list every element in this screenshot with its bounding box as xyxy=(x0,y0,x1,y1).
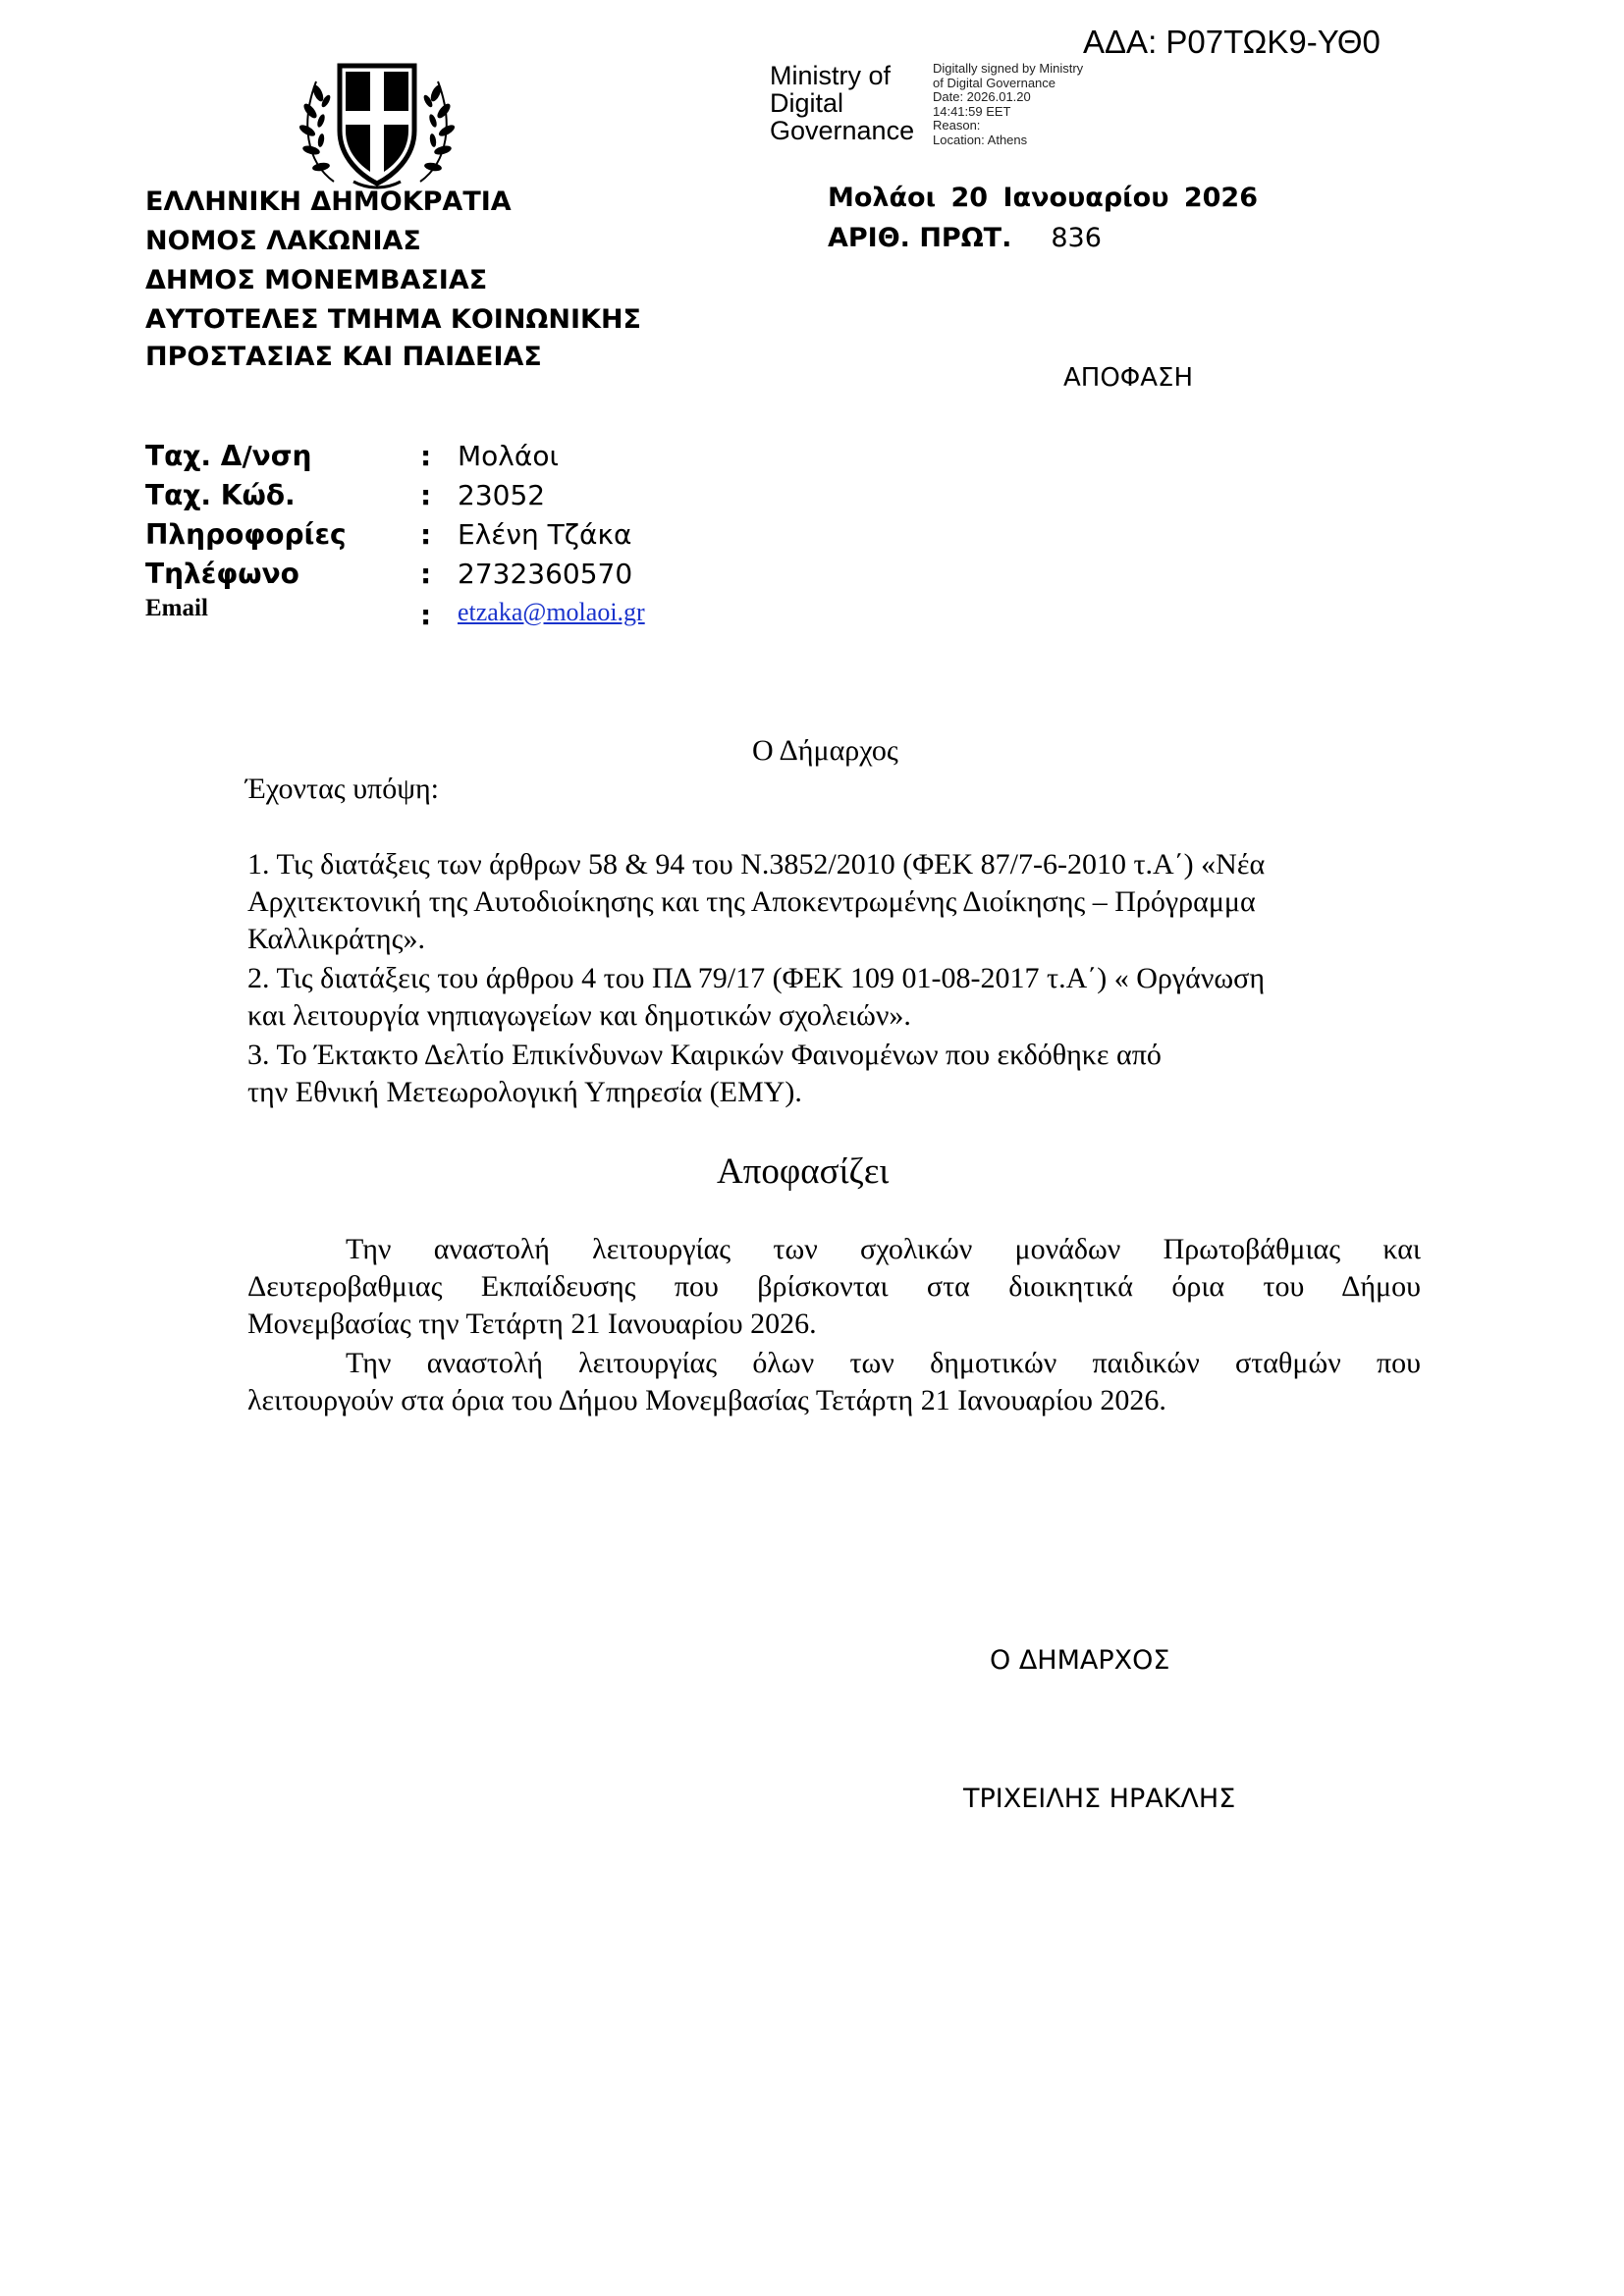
authority-line: ΑΥΤΟΤΕΛΕΣ ΤΜΗΜΑ ΚΟΙΝΩΝΙΚΗΣ xyxy=(145,304,641,335)
signatory-title: Ο ΔΗΜΑΡΧΟΣ xyxy=(990,1645,1170,1676)
contact-label: Πληροφορίες xyxy=(145,518,347,551)
email-value-wrapper xyxy=(458,595,645,627)
signature-detail-line: of Digital Governance xyxy=(933,75,1056,90)
contact-colon: : xyxy=(420,440,432,472)
signature-org-line: Ministry of xyxy=(770,61,892,90)
authority-line: ΝΟΜΟΣ ΛΑΚΩΝΙΑΣ xyxy=(145,226,421,256)
issuing-authority xyxy=(145,183,641,375)
decision-line: Μονεμβασίας την Τετάρτη 21 Ιανουαρίου 2026. xyxy=(247,1308,817,1340)
consideration-line: Αρχιτεκτονική της Αυτοδιοίκησης και της Αποκεντρωμένης Διοίκησης – Πρόγραμμα xyxy=(247,885,1256,918)
considering-heading: Έχοντας υπόψη: xyxy=(245,773,439,805)
decision-line: λειτουργούν στα όρια του Δήμου Μονεμβασίας Τετάρτη 21 Ιανουαρίου 2026. xyxy=(247,1384,1166,1416)
contact-colon: : xyxy=(420,518,432,551)
authority-line: ΕΛΛΗΝΙΚΗ ΔΗΜΟΚΡΑΤΙΑ xyxy=(145,187,512,217)
consideration-line: 3. Το Έκτακτο Δελτίο Επικίνδυνων Καιρικών Φαινομένων που εκδόθηκε από xyxy=(247,1039,1162,1071)
signature-detail-line: Reason: xyxy=(933,118,981,133)
decision-line: Δευτεροβαθμιας Εκπαίδευσης που βρίσκονται στα διοικητικά όρια του Δήμου xyxy=(247,1270,1421,1303)
email-link[interactable]: etzaka@molaoi.gr xyxy=(458,598,645,626)
mayor-heading: Ο Δήμαρχος xyxy=(752,734,898,767)
greek-coat-of-arms-icon xyxy=(295,54,460,191)
contact-colon: : xyxy=(420,599,432,631)
protocol-label: ΑΡΙΘ. ΠΡΩΤ. xyxy=(828,223,1012,253)
contact-colon: : xyxy=(420,479,432,511)
contact-label: Ταχ. Κώδ. xyxy=(145,479,296,511)
signature-organization xyxy=(770,62,914,144)
protocol-number xyxy=(828,223,1102,253)
consideration-line: και λειτουργία νηπιαγωγείων και δημοτικών σχολειών». xyxy=(247,999,911,1032)
signatory-name: ΤΡΙΧΕΙΛΗΣ ΗΡΑΚΛΗΣ xyxy=(963,1784,1236,1814)
consideration-line: Καλλικράτης». xyxy=(247,923,425,955)
contact-label: Ταχ. Δ/νση xyxy=(145,440,312,472)
signature-detail-line: Date: 2026.01.20 xyxy=(933,89,1031,104)
signature-detail-line: Location: Athens xyxy=(933,132,1028,147)
contact-value: 2732360570 xyxy=(458,558,633,590)
decides-heading: Αποφασίζει xyxy=(717,1151,890,1192)
authority-line: ΔΗΜΟΣ ΜΟΝΕΜΒΑΣΙΑΣ xyxy=(145,265,488,295)
signature-org-line: Governance xyxy=(770,116,915,145)
contact-value: Μολάοι xyxy=(458,440,559,472)
consideration-line: 1. Τις διατάξεις των άρθρων 58 & 94 του Ν.3852/2010 (ΦΕΚ 87/7-6-2010 τ.Α΄) «Νέα xyxy=(247,848,1266,881)
decision-line: Την αναστολή λειτουργίας των σχολικών μονάδων Πρωτοβάθμιας και xyxy=(346,1233,1421,1265)
consideration-line: 2. Τις διατάξεις του άρθρου 4 του ΠΔ 79/17 (ΦΕΚ 109 01-08-2017 τ.Α΄) « Οργάνωση xyxy=(247,962,1266,994)
protocol-value: 836 xyxy=(1051,223,1102,253)
document-type: ΑΠΟΦΑΣΗ xyxy=(1063,363,1194,393)
ada-code: ΑΔΑ: Ρ07ΤΩΚ9-ΥΘ0 xyxy=(1083,24,1380,60)
signature-details xyxy=(933,62,1083,147)
contact-value: 23052 xyxy=(458,479,546,511)
email-label: Email xyxy=(145,595,208,621)
contact-label: Τηλέφωνο xyxy=(145,558,299,590)
signature-detail-line: Digitally signed by Ministry xyxy=(933,61,1084,76)
signature-detail-line: 14:41:59 EET xyxy=(933,103,1011,119)
contact-colon: : xyxy=(420,558,432,590)
contact-value: Ελένη Τζάκα xyxy=(458,518,632,551)
decision-line: Την αναστολή λειτουργίας όλων των δημοτικών παιδικών σταθμών που xyxy=(346,1347,1421,1379)
signature-org-line: Digital xyxy=(770,88,844,118)
authority-line: ΠΡΟΣΤΑΣΙΑΣ ΚΑΙ ΠΑΙΔΕΙΑΣ xyxy=(145,342,542,372)
document-date: Μολάοι 20 Ιανουαρίου 2026 xyxy=(828,183,1258,213)
consideration-line: την Εθνική Μετεωρολογική Υπηρεσία (ΕΜΥ). xyxy=(247,1076,802,1108)
